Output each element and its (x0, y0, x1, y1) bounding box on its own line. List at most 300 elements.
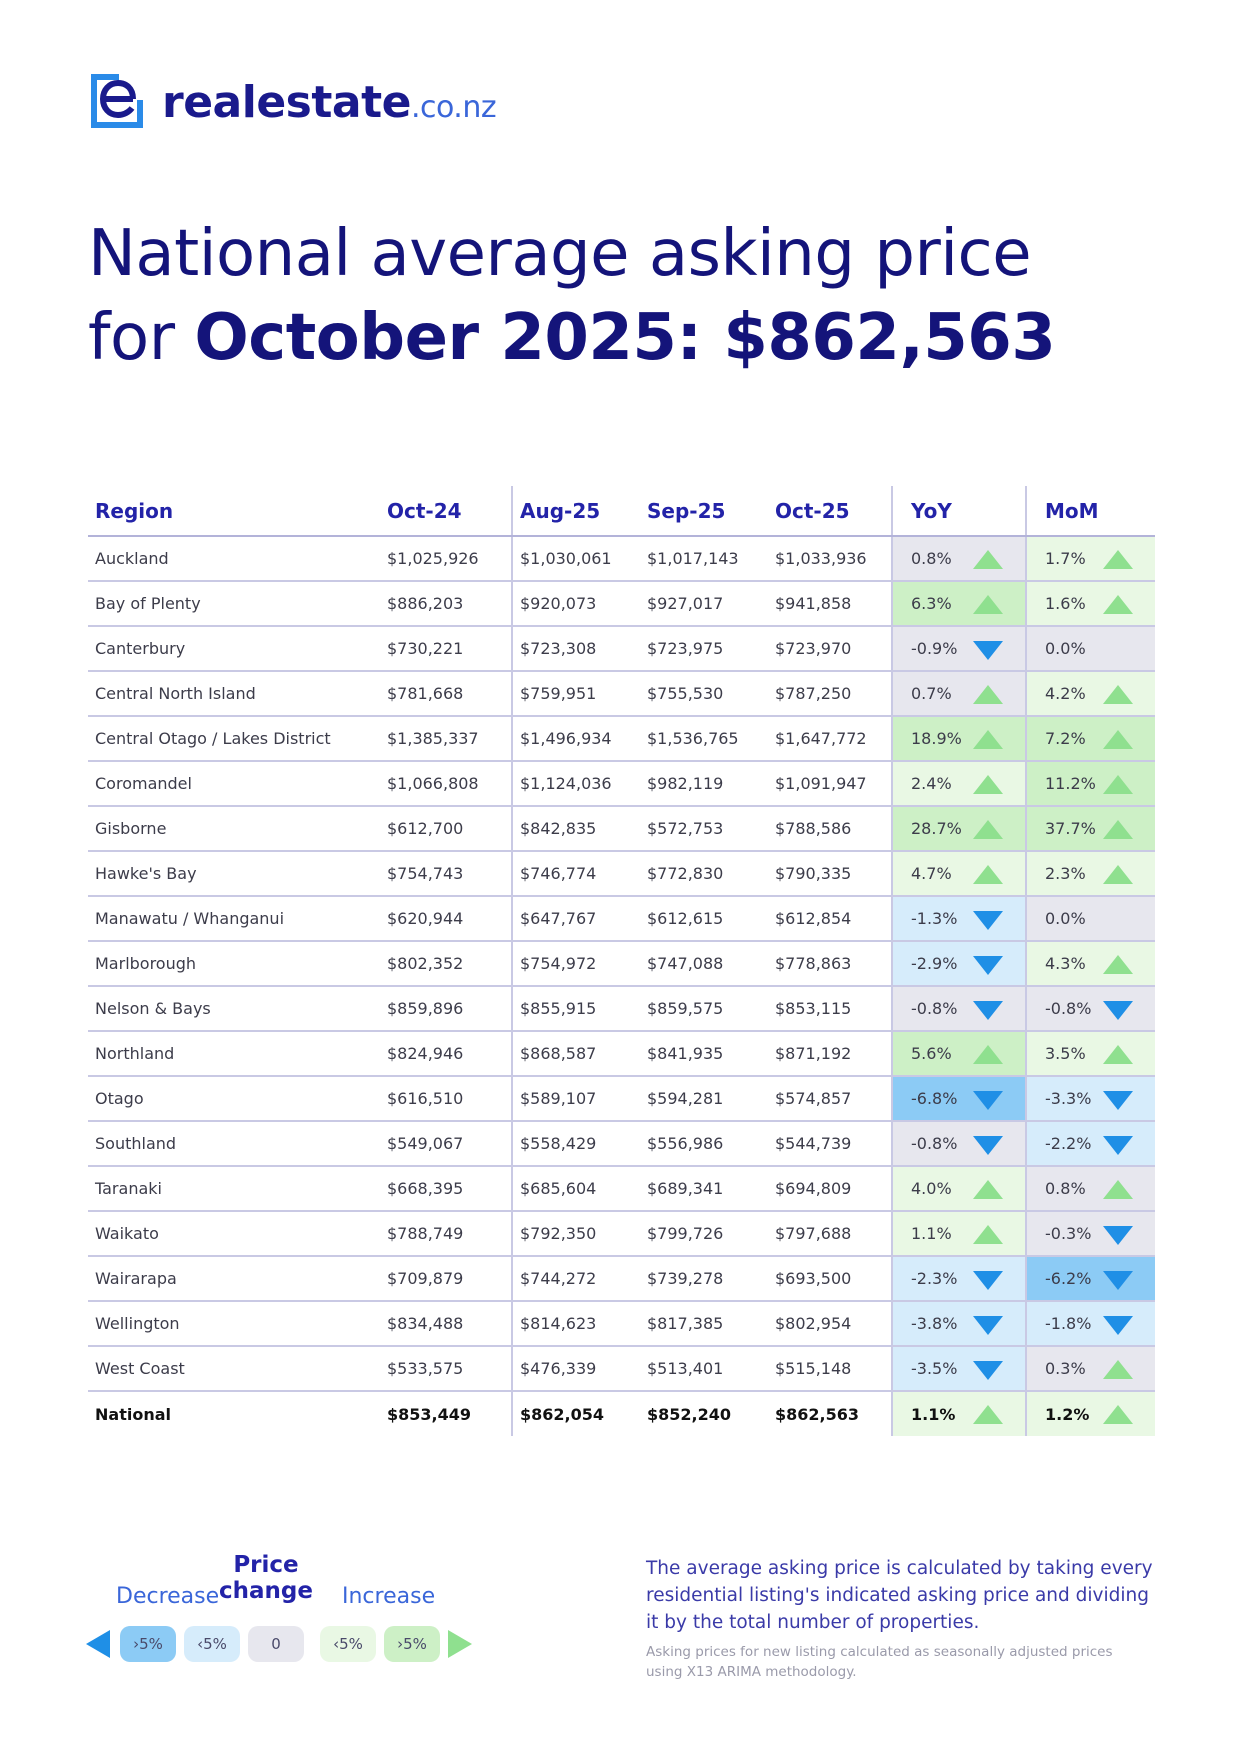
yoy-cell-text: 4.0% (911, 1179, 952, 1198)
table-row (88, 851, 1155, 896)
oct-25-cell-text: $853,115 (775, 999, 852, 1018)
region-cell-text: Wairarapa (95, 1269, 177, 1288)
sep-25-cell-text: $1,017,143 (647, 549, 739, 568)
oct-25-cell (768, 896, 892, 941)
region-cell-text: Taranaki (95, 1179, 162, 1198)
oct-25-cell-text: $787,250 (775, 684, 852, 703)
region-cell-text: Manawatu / Whanganui (95, 909, 285, 928)
region-cell-text: Otago (95, 1089, 144, 1108)
oct-25-cell-text: $612,854 (775, 909, 852, 928)
oct-24-cell (380, 581, 512, 626)
oct-24-cell-text: $616,510 (387, 1089, 464, 1108)
region-cell (88, 1211, 380, 1256)
legend-pill-neutral: 0 (248, 1626, 304, 1662)
aug-25-cell (512, 1121, 640, 1166)
oct-25-cell-text: $778,863 (775, 954, 852, 973)
arrow-up-icon (1103, 1405, 1133, 1424)
arrow-down-icon (1103, 1316, 1133, 1335)
oct-24-cell (380, 896, 512, 941)
mom-cell-text: 0.8% (1045, 1179, 1086, 1198)
oct-24-cell (380, 536, 512, 581)
mom-cell (1026, 626, 1155, 671)
yoy-cell-text: -2.3% (911, 1269, 958, 1288)
mom-cell (1026, 1076, 1155, 1121)
yoy-cell-text: -3.5% (911, 1359, 958, 1378)
sep-25-cell-text: $612,615 (647, 909, 724, 928)
sep-25-cell (640, 761, 768, 806)
mom-cell (1026, 1301, 1155, 1346)
oct-25-cell (768, 1031, 892, 1076)
sep-25-cell (640, 671, 768, 716)
oct-25-cell-text: $574,857 (775, 1089, 852, 1108)
header-sep-25: Sep-25 (640, 486, 768, 536)
sep-25-cell-text: $689,341 (647, 1179, 724, 1198)
yoy-cell (892, 761, 1026, 806)
table-row (88, 806, 1155, 851)
oct-24-cell (380, 806, 512, 851)
yoy-cell-text: -6.8% (911, 1089, 958, 1108)
yoy-cell (892, 851, 1026, 896)
oct-24-cell-text: $802,352 (387, 954, 464, 973)
arrow-down-icon (973, 1271, 1003, 1290)
region-cell-text: Gisborne (95, 819, 167, 838)
sep-25-cell-text: $572,753 (647, 819, 724, 838)
sep-25-cell (640, 1211, 768, 1256)
arrow-down-icon (1103, 1271, 1133, 1290)
aug-25-cell (512, 626, 640, 671)
region-cell-text: West Coast (95, 1359, 185, 1378)
arrow-up-icon (973, 1045, 1003, 1064)
header-mom: MoM (1026, 486, 1155, 536)
sep-25-cell-text: $982,119 (647, 774, 724, 793)
yoy-cell (892, 1301, 1026, 1346)
region-cell-text: National (95, 1404, 171, 1424)
mom-cell (1026, 1391, 1155, 1436)
arrow-down-icon (973, 1001, 1003, 1020)
aug-25-cell-text: $476,339 (520, 1359, 597, 1378)
oct-24-cell (380, 851, 512, 896)
region-cell (88, 1256, 380, 1301)
arrow-up-icon (1103, 820, 1133, 839)
logo-icon (88, 71, 148, 133)
arrow-up-icon (973, 595, 1003, 614)
header-oct-25: Oct-25 (768, 486, 892, 536)
oct-25-cell-text: $515,148 (775, 1359, 852, 1378)
methodology-footnote: Asking prices for new listing calculated as seasonally adjusted prices using X13 ARIMA methodology. (646, 1644, 1113, 1680)
mom-cell-text: -2.2% (1045, 1134, 1092, 1153)
yoy-cell (892, 896, 1026, 941)
region-cell (88, 716, 380, 761)
oct-24-cell-text: $754,743 (387, 864, 464, 883)
mom-cell-text: 2.3% (1045, 864, 1086, 883)
region-cell-text: Bay of Plenty (95, 594, 201, 613)
oct-24-cell-text: $886,203 (387, 594, 464, 613)
arrow-up-icon (1103, 955, 1133, 974)
oct-24-cell-text: $668,395 (387, 1179, 464, 1198)
aug-25-cell (512, 1256, 640, 1301)
yoy-cell-text: 6.3% (911, 594, 952, 613)
oct-24-cell-text: $834,488 (387, 1314, 464, 1333)
oct-25-cell-text: $802,954 (775, 1314, 852, 1333)
mom-cell-text: 1.2% (1045, 1404, 1090, 1424)
oct-25-cell-text: $790,335 (775, 864, 852, 883)
legend-decrease-label: Decrease (116, 1584, 220, 1609)
aug-25-cell-text: $759,951 (520, 684, 597, 703)
oct-24-cell (380, 1076, 512, 1121)
region-cell (88, 626, 380, 671)
sep-25-cell-text: $513,401 (647, 1359, 724, 1378)
region-cell-text: Southland (95, 1134, 177, 1153)
oct-25-cell (768, 1166, 892, 1211)
yoy-cell (892, 1391, 1026, 1436)
oct-25-cell-text: $1,091,947 (775, 774, 867, 793)
table-row (88, 1211, 1155, 1256)
oct-25-cell-text: $1,647,772 (775, 729, 867, 748)
aug-25-cell (512, 1031, 640, 1076)
mom-cell-text: 37.7% (1045, 819, 1096, 838)
oct-25-cell (768, 851, 892, 896)
aug-25-cell (512, 941, 640, 986)
mom-cell (1026, 671, 1155, 716)
mom-cell-text: -0.8% (1045, 999, 1092, 1018)
mom-cell (1026, 986, 1155, 1031)
table-row (88, 1166, 1155, 1211)
mom-cell-text: 0.0% (1045, 639, 1086, 658)
region-cell (88, 1076, 380, 1121)
sep-25-cell (640, 1256, 768, 1301)
region-cell (88, 1121, 380, 1166)
oct-24-cell (380, 1391, 512, 1436)
title-line-2: for October 2025: $862,563 (88, 301, 1056, 375)
price-change-legend (86, 1552, 486, 1672)
yoy-cell-text: 0.8% (911, 549, 952, 568)
yoy-cell (892, 581, 1026, 626)
legend-pill-strong-increase: ›5% (384, 1626, 440, 1662)
yoy-cell-text: -2.9% (911, 954, 958, 973)
header-oct-24: Oct-24 (380, 486, 512, 536)
table-row (88, 671, 1155, 716)
legend-title: Price change (219, 1552, 313, 1604)
oct-24-cell (380, 986, 512, 1031)
aug-25-cell (512, 986, 640, 1031)
oct-24-cell (380, 1166, 512, 1211)
table-header-row (88, 486, 1155, 536)
increase-arrow-icon (448, 1630, 472, 1658)
table-row (88, 1256, 1155, 1301)
yoy-cell-text: 1.1% (911, 1224, 952, 1243)
arrow-up-icon (973, 1405, 1003, 1424)
arrow-down-icon (1103, 1136, 1133, 1155)
aug-25-cell-text: $862,054 (520, 1404, 605, 1424)
aug-25-cell (512, 896, 640, 941)
yoy-cell (892, 1076, 1026, 1121)
region-cell (88, 1391, 380, 1436)
oct-24-cell (380, 941, 512, 986)
yoy-cell (892, 716, 1026, 761)
table-row (88, 716, 1155, 761)
table-body (88, 536, 1155, 1436)
oct-25-cell-text: $544,739 (775, 1134, 852, 1153)
sep-25-cell-text: $755,530 (647, 684, 724, 703)
sep-25-cell (640, 851, 768, 896)
region-cell (88, 806, 380, 851)
oct-25-cell-text: $693,500 (775, 1269, 852, 1288)
oct-24-cell (380, 1121, 512, 1166)
sep-25-cell (640, 1121, 768, 1166)
oct-25-cell-text: $871,192 (775, 1044, 852, 1063)
yoy-cell (892, 1031, 1026, 1076)
aug-25-cell-text: $920,073 (520, 594, 597, 613)
oct-24-cell (380, 716, 512, 761)
yoy-cell-text: -1.3% (911, 909, 958, 928)
mom-cell-text: 3.5% (1045, 1044, 1086, 1063)
arrow-up-icon (1103, 775, 1133, 794)
mom-cell-text: -6.2% (1045, 1269, 1092, 1288)
sep-25-cell-text: $1,536,765 (647, 729, 739, 748)
region-cell (88, 536, 380, 581)
oct-25-cell (768, 626, 892, 671)
aug-25-cell (512, 581, 640, 626)
aug-25-cell-text: $868,587 (520, 1044, 597, 1063)
aug-25-cell-text: $855,915 (520, 999, 597, 1018)
yoy-cell-text: -0.8% (911, 1134, 958, 1153)
sep-25-cell-text: $859,575 (647, 999, 724, 1018)
oct-25-cell-text: $788,586 (775, 819, 852, 838)
aug-25-cell-text: $589,107 (520, 1089, 597, 1108)
yoy-cell (892, 1121, 1026, 1166)
arrow-up-icon (1103, 685, 1133, 704)
table-row (88, 896, 1155, 941)
arrow-down-icon (973, 1316, 1003, 1335)
mom-cell (1026, 1121, 1155, 1166)
aug-25-cell (512, 761, 640, 806)
oct-24-cell-text: $1,066,808 (387, 774, 479, 793)
mom-cell-text: 0.3% (1045, 1359, 1086, 1378)
region-cell (88, 851, 380, 896)
sep-25-cell-text: $739,278 (647, 1269, 724, 1288)
yoy-cell-text: 28.7% (911, 819, 962, 838)
oct-24-cell-text: $853,449 (387, 1404, 472, 1424)
aug-25-cell-text: $1,124,036 (520, 774, 612, 793)
oct-25-cell-text: $797,688 (775, 1224, 852, 1243)
region-cell (88, 1301, 380, 1346)
aug-25-cell (512, 1391, 640, 1436)
oct-25-cell-text: $723,970 (775, 639, 852, 658)
asking-price-table (88, 486, 1155, 1436)
oct-24-cell (380, 1256, 512, 1301)
oct-25-cell (768, 1301, 892, 1346)
oct-25-cell (768, 1391, 892, 1436)
yoy-cell-text: -3.8% (911, 1314, 958, 1333)
arrow-down-icon (973, 1361, 1003, 1380)
yoy-cell-text: 4.7% (911, 864, 952, 883)
table-row (88, 986, 1155, 1031)
header-region: Region (88, 486, 380, 536)
arrow-up-icon (1103, 1045, 1133, 1064)
region-cell-text: Central North Island (95, 684, 256, 703)
aug-25-cell (512, 1076, 640, 1121)
arrow-down-icon (1103, 1226, 1133, 1245)
mom-cell-text: 4.3% (1045, 954, 1086, 973)
arrow-up-icon (1103, 1360, 1133, 1379)
oct-25-cell (768, 716, 892, 761)
oct-24-cell-text: $730,221 (387, 639, 464, 658)
methodology-note: The average asking price is calculated by taking every residential listing's indicated asking price and dividing it by the total number of properties. (646, 1558, 1153, 1633)
oct-25-cell (768, 941, 892, 986)
arrow-down-icon (973, 911, 1003, 930)
aug-25-cell-text: $746,774 (520, 864, 597, 883)
legend-pill-increase: ‹5% (320, 1626, 376, 1662)
mom-cell (1026, 536, 1155, 581)
header-aug-25: Aug-25 (512, 486, 640, 536)
yoy-cell-text: 0.7% (911, 684, 952, 703)
legend-scale (86, 1624, 486, 1664)
region-cell-text: Canterbury (95, 639, 186, 658)
arrow-up-icon (973, 820, 1003, 839)
brand-logo (88, 70, 496, 134)
table-row (88, 1346, 1155, 1391)
arrow-up-icon (973, 1180, 1003, 1199)
table-row (88, 941, 1155, 986)
sep-25-cell (640, 806, 768, 851)
arrow-up-icon (973, 730, 1003, 749)
oct-25-cell (768, 986, 892, 1031)
yoy-cell (892, 1346, 1026, 1391)
oct-25-cell (768, 536, 892, 581)
oct-25-cell (768, 581, 892, 626)
aug-25-cell (512, 671, 640, 716)
arrow-up-icon (1103, 1180, 1133, 1199)
aug-25-cell-text: $792,350 (520, 1224, 597, 1243)
oct-24-cell-text: $612,700 (387, 819, 464, 838)
oct-24-cell (380, 1346, 512, 1391)
sep-25-cell (640, 536, 768, 581)
mom-cell-text: 1.6% (1045, 594, 1086, 613)
oct-24-cell (380, 671, 512, 716)
mom-cell (1026, 761, 1155, 806)
mom-cell-text: 1.7% (1045, 549, 1086, 568)
region-cell-text: Coromandel (95, 774, 192, 793)
sep-25-cell (640, 1346, 768, 1391)
table-row (88, 1076, 1155, 1121)
table-row (88, 581, 1155, 626)
arrow-up-icon (973, 550, 1003, 569)
mom-cell (1026, 716, 1155, 761)
region-cell-text: Marlborough (95, 954, 197, 973)
table-row (88, 1031, 1155, 1076)
mom-cell (1026, 1211, 1155, 1256)
aug-25-cell-text: $1,030,061 (520, 549, 612, 568)
yoy-cell-text: 2.4% (911, 774, 952, 793)
mom-cell-text: 11.2% (1045, 774, 1096, 793)
sep-25-cell (640, 1391, 768, 1436)
oct-24-cell (380, 761, 512, 806)
oct-25-cell (768, 1211, 892, 1256)
yoy-cell-text: 5.6% (911, 1044, 952, 1063)
oct-25-cell-text: $694,809 (775, 1179, 852, 1198)
yoy-cell (892, 1166, 1026, 1211)
mom-cell-text: -0.3% (1045, 1224, 1092, 1243)
aug-25-cell-text: $685,604 (520, 1179, 597, 1198)
aug-25-cell-text: $842,835 (520, 819, 597, 838)
mom-cell (1026, 896, 1155, 941)
yoy-cell (892, 536, 1026, 581)
region-cell (88, 941, 380, 986)
table-row (88, 1121, 1155, 1166)
yoy-cell (892, 806, 1026, 851)
mom-cell (1026, 1256, 1155, 1301)
yoy-cell (892, 1256, 1026, 1301)
region-cell-text: Waikato (95, 1224, 159, 1243)
page-title (88, 212, 1188, 380)
table-row (88, 761, 1155, 806)
oct-24-cell (380, 626, 512, 671)
aug-25-cell (512, 1301, 640, 1346)
region-cell-text: Nelson & Bays (95, 999, 211, 1018)
oct-25-cell-text: $862,563 (775, 1404, 860, 1424)
sep-25-cell-text: $841,935 (647, 1044, 724, 1063)
sep-25-cell (640, 1031, 768, 1076)
sep-25-cell (640, 581, 768, 626)
header-yoy: YoY (892, 486, 1026, 536)
oct-25-cell (768, 671, 892, 716)
legend-pill-strong-decrease: ›5% (120, 1626, 176, 1662)
region-cell (88, 761, 380, 806)
aug-25-cell-text: $558,429 (520, 1134, 597, 1153)
yoy-cell (892, 941, 1026, 986)
sep-25-cell (640, 1301, 768, 1346)
region-cell-text: Central Otago / Lakes District (95, 729, 331, 748)
mom-cell (1026, 1166, 1155, 1211)
oct-25-cell-text: $941,858 (775, 594, 852, 613)
arrow-down-icon (973, 641, 1003, 660)
sep-25-cell (640, 626, 768, 671)
mom-cell-text: 0.0% (1045, 909, 1086, 928)
aug-25-cell (512, 536, 640, 581)
region-cell (88, 986, 380, 1031)
sep-25-cell-text: $799,726 (647, 1224, 724, 1243)
mom-cell-text: 4.2% (1045, 684, 1086, 703)
sep-25-cell-text: $927,017 (647, 594, 724, 613)
oct-24-cell-text: $620,944 (387, 909, 464, 928)
sep-25-cell-text: $852,240 (647, 1404, 732, 1424)
arrow-down-icon (973, 1091, 1003, 1110)
oct-24-cell-text: $788,749 (387, 1224, 464, 1243)
region-cell-text: Hawke's Bay (95, 864, 197, 883)
oct-24-cell-text: $1,025,926 (387, 549, 479, 568)
aug-25-cell-text: $723,308 (520, 639, 597, 658)
region-cell-text: Auckland (95, 549, 169, 568)
mom-cell (1026, 581, 1155, 626)
aug-25-cell (512, 806, 640, 851)
arrow-down-icon (973, 1136, 1003, 1155)
arrow-up-icon (1103, 550, 1133, 569)
sep-25-cell-text: $594,281 (647, 1089, 724, 1108)
sep-25-cell-text: $723,975 (647, 639, 724, 658)
arrow-up-icon (973, 775, 1003, 794)
sep-25-cell (640, 986, 768, 1031)
oct-24-cell-text: $709,879 (387, 1269, 464, 1288)
arrow-down-icon (1103, 1091, 1133, 1110)
sep-25-cell (640, 941, 768, 986)
sep-25-cell-text: $556,986 (647, 1134, 724, 1153)
oct-24-cell-text: $824,946 (387, 1044, 464, 1063)
mom-cell-text: -1.8% (1045, 1314, 1092, 1333)
yoy-cell-text: 18.9% (911, 729, 962, 748)
arrow-up-icon (973, 865, 1003, 884)
arrow-down-icon (1103, 1001, 1133, 1020)
yoy-cell-text: -0.8% (911, 999, 958, 1018)
